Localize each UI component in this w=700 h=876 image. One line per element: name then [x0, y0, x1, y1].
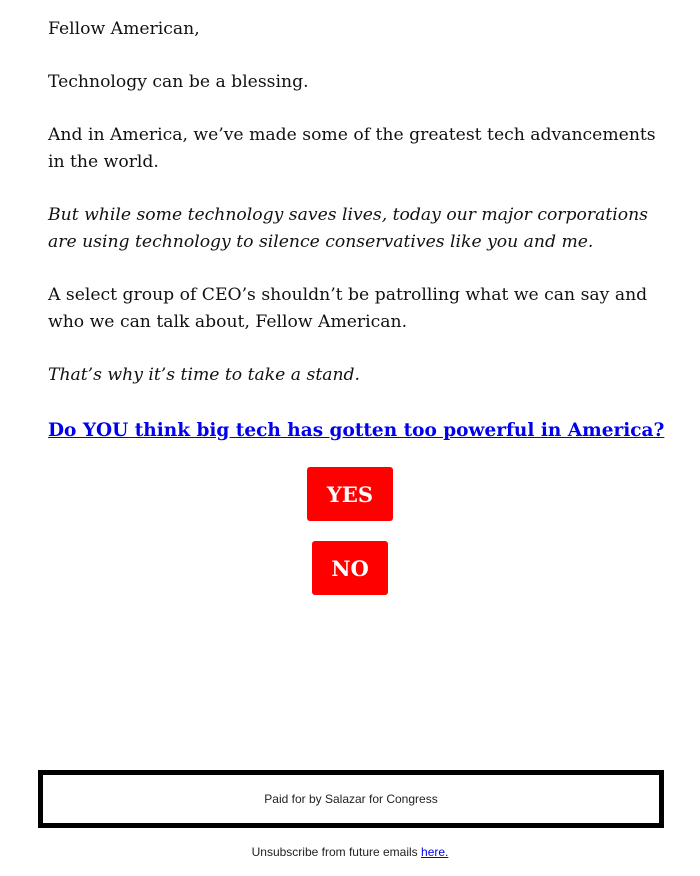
no-button[interactable]: NO: [312, 541, 388, 595]
greeting: Fellow American,: [48, 19, 200, 39]
paragraph-take-stand: That’s why it’s time to take a stand.: [48, 365, 361, 385]
paragraph-blessing: Technology can be a blessing.: [48, 72, 309, 92]
paragraph-silence: But while some technology saves lives, today our major corporations are using technology to silence conservatives like you and me.: [48, 205, 648, 252]
paragraph-advancements: And in America, we’ve made some of the greatest tech advancements in the world.: [48, 125, 656, 172]
yes-button[interactable]: YES: [307, 467, 393, 521]
unsubscribe-text: Unsubscribe from future emails: [251, 845, 418, 859]
paid-for-disclaimer: [38, 770, 664, 828]
email-body: [48, 16, 665, 444]
paragraph-ceos: A select group of CEO’s shouldn’t be patrolling what we can say and who we can talk about, Fellow American.: [48, 285, 648, 332]
survey-question-link[interactable]: Do YOU think big tech has gotten too powerful in America?: [48, 420, 665, 441]
unsubscribe-link[interactable]: here.: [421, 845, 449, 859]
paid-for-text: Paid for by Salazar for Congress: [264, 792, 438, 806]
unsubscribe-line: [0, 845, 700, 859]
